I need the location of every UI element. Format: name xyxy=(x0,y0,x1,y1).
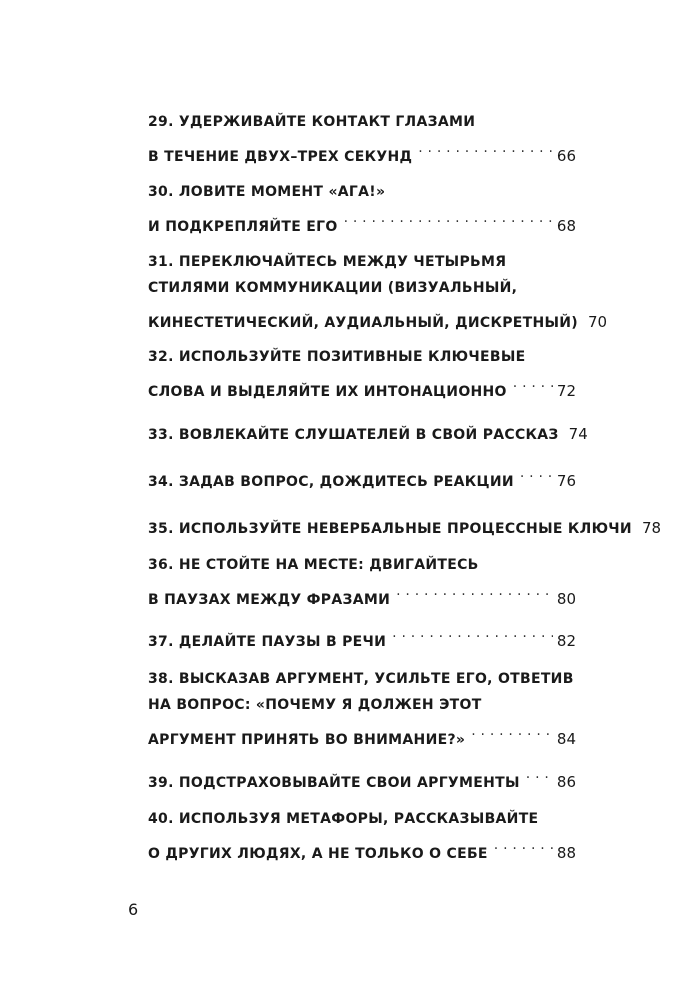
toc-entry-title-line: СЛОВА И ВЫДЕЛЯЙТЕ ИХ ИНТОНАЦИОННО xyxy=(148,384,507,400)
toc-entry-page: 74 xyxy=(568,425,588,443)
toc-entry-title-line: АРГУМЕНТ ПРИНЯТЬ ВО ВНИМАНИЕ?» xyxy=(148,732,466,748)
toc-entry-title-line: 34. ЗАДАВ ВОПРОС, ДОЖДИТЕСЬ РЕАКЦИИ xyxy=(148,474,514,490)
toc-entry-page: 78 xyxy=(641,519,662,537)
toc-entry-page: 82 xyxy=(556,632,576,650)
toc-entry-title-line: 30. ЛОВИТЕ МОМЕНТ «АГА!» xyxy=(148,184,386,200)
toc-entry-title-line: 40. ИСПОЛЬЗУЯ МЕТАФОРЫ, РАССКАЗЫВАЙТЕ xyxy=(148,811,539,827)
toc-entry-page: 88 xyxy=(556,844,576,862)
dot-leader xyxy=(392,620,553,646)
toc-entry xyxy=(148,666,576,748)
toc-entry-page: 66 xyxy=(556,147,576,165)
dot-leader xyxy=(344,205,553,231)
toc-entry xyxy=(148,620,576,650)
toc-entry-page: 86 xyxy=(556,773,576,791)
dot-leader xyxy=(520,460,553,486)
toc-entry-title-line: КИНЕСТЕТИЧЕСКИЙ, АУДИАЛЬНЫЙ, ДИСКРЕТНЫЙ) xyxy=(148,315,579,331)
toc-entry-title-line: 33. ВОВЛЕКАЙТЕ СЛУШАТЕЛЕЙ В СВОЙ РАССКАЗ xyxy=(148,427,559,443)
toc-entry-page: 70 xyxy=(588,313,608,331)
toc-entry-title-line: НА ВОПРОС: «ПОЧЕМУ Я ДОЛЖЕН ЭТОТ xyxy=(148,697,482,713)
toc-entry xyxy=(148,413,588,443)
toc-entry xyxy=(148,507,662,537)
toc-entry-page: 68 xyxy=(556,217,576,235)
toc-entry-title-line: СТИЛЯМИ КОММУНИКАЦИИ (ВИЗУАЛЬНЫЙ, xyxy=(148,280,518,296)
toc-entry-page: 80 xyxy=(556,590,576,608)
toc-entry xyxy=(148,344,576,400)
dot-leader xyxy=(471,718,553,744)
toc-entry xyxy=(148,179,576,235)
toc-entry-title-line: 37. ДЕЛАЙТЕ ПАУЗЫ В РЕЧИ xyxy=(148,634,387,650)
dot-leader xyxy=(396,578,553,604)
toc-entry-title-line: 29. УДЕРЖИВАЙТЕ КОНТАКТ ГЛАЗАМИ xyxy=(148,114,476,130)
toc-entry xyxy=(148,460,576,490)
toc-entry-title-line: 32. ИСПОЛЬЗУЙТЕ ПОЗИТИВНЫЕ КЛЮЧЕВЫЕ xyxy=(148,349,526,365)
toc-entry-title-line: 31. ПЕРЕКЛЮЧАЙТЕСЬ МЕЖДУ ЧЕТЫРЬМЯ xyxy=(148,254,507,270)
toc-entry xyxy=(148,249,608,331)
toc-entry-title-line: О ДРУГИХ ЛЮДЯХ, А НЕ ТОЛЬКО О СЕБЕ xyxy=(148,846,488,862)
toc-entry xyxy=(148,552,576,608)
toc-entry-title-line: В ПАУЗАХ МЕЖДУ ФРАЗАМИ xyxy=(148,592,391,608)
toc-entry xyxy=(148,109,576,165)
toc-entry-page: 72 xyxy=(556,382,576,400)
page-number: 6 xyxy=(128,900,139,919)
toc-entry-title-line: 39. ПОДСТРАХОВЫВАЙТЕ СВОИ АРГУМЕНТЫ xyxy=(148,775,520,791)
toc-entry xyxy=(148,806,576,862)
toc-entry-title-line: И ПОДКРЕПЛЯЙТЕ ЕГО xyxy=(148,219,338,235)
toc-entry-page: 76 xyxy=(556,472,576,490)
dot-leader xyxy=(513,370,553,396)
toc-entry-title-line: 38. ВЫСКАЗАВ АРГУМЕНТ, УСИЛЬТЕ ЕГО, ОТВЕТИВ xyxy=(148,671,574,687)
toc-entry xyxy=(148,761,576,791)
dot-leader xyxy=(418,135,553,161)
dot-leader xyxy=(494,832,553,858)
toc-entry-title-line: 36. НЕ СТОЙТЕ НА МЕСТЕ: ДВИГАЙТЕСЬ xyxy=(148,557,479,573)
toc-entry-title-line: 35. ИСПОЛЬЗУЙТЕ НЕВЕРБАЛЬНЫЕ ПРОЦЕССНЫЕ КЛЮЧИ xyxy=(148,521,632,537)
dot-leader xyxy=(526,761,553,787)
toc-entry-page: 84 xyxy=(556,730,576,748)
toc-entry-title-line: В ТЕЧЕНИЕ ДВУХ–ТРЕХ СЕКУНД xyxy=(148,149,413,165)
